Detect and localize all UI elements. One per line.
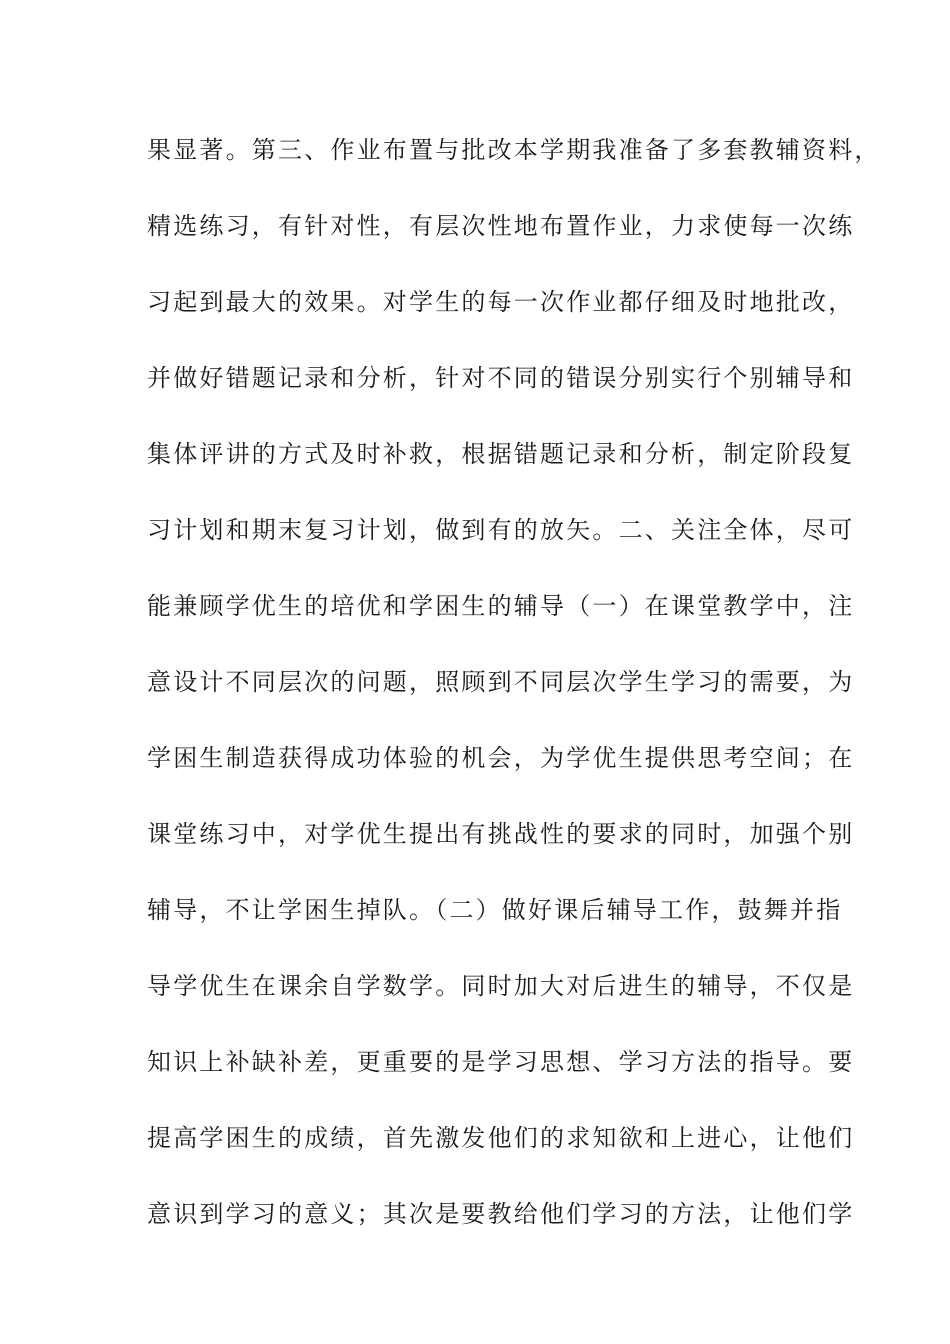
- text-line: 辅导，不让学困生掉队。（二）做好课后辅导工作，鼓舞并指: [147, 896, 843, 924]
- text-line: 课堂练习中，对学优生提出有挑战性的要求的同时，加强个别: [147, 820, 855, 848]
- text-line: 能兼顾学优生的培优和学困生的辅导（一）在课堂教学中，注: [147, 592, 855, 620]
- text-line: 提高学困生的成绩，首先激发他们的求知欲和上进心，让他们: [147, 1124, 855, 1152]
- text-line: 集体评讲的方式及时补救，根据错题记录和分析，制定阶段复: [147, 440, 855, 468]
- text-line: 习起到最大的效果。对学生的每一次作业都仔细及时地批改，: [147, 288, 855, 316]
- text-line: 意设计不同层次的问题，照顾到不同层次学生学习的需要，为: [147, 668, 855, 696]
- text-line: 导学优生在课余自学数学。同时加大对后进生的辅导，不仅是: [147, 972, 855, 1000]
- text-line: 习计划和期末复习计划，做到有的放矢。二、关注全体，尽可: [147, 516, 855, 544]
- text-line: 并做好错题记录和分析，针对不同的错误分别实行个别辅导和: [147, 364, 855, 392]
- text-line: 精选练习，有针对性，有层次性地布置作业，力求使每一次练: [147, 212, 855, 240]
- text-line: 知识上补缺补差，更重要的是学习思想、学习方法的指导。要: [147, 1048, 855, 1076]
- body-text: [147, 132, 881, 1272]
- text-line: 学困生制造获得成功体验的机会，为学优生提供思考空间；在: [147, 744, 855, 772]
- text-line: 果显著。第三、作业布置与批改本学期我准备了多套教辅资料，: [147, 136, 881, 164]
- text-line: 意识到学习的意义；其次是要教给他们学习的方法，让他们学: [147, 1200, 855, 1228]
